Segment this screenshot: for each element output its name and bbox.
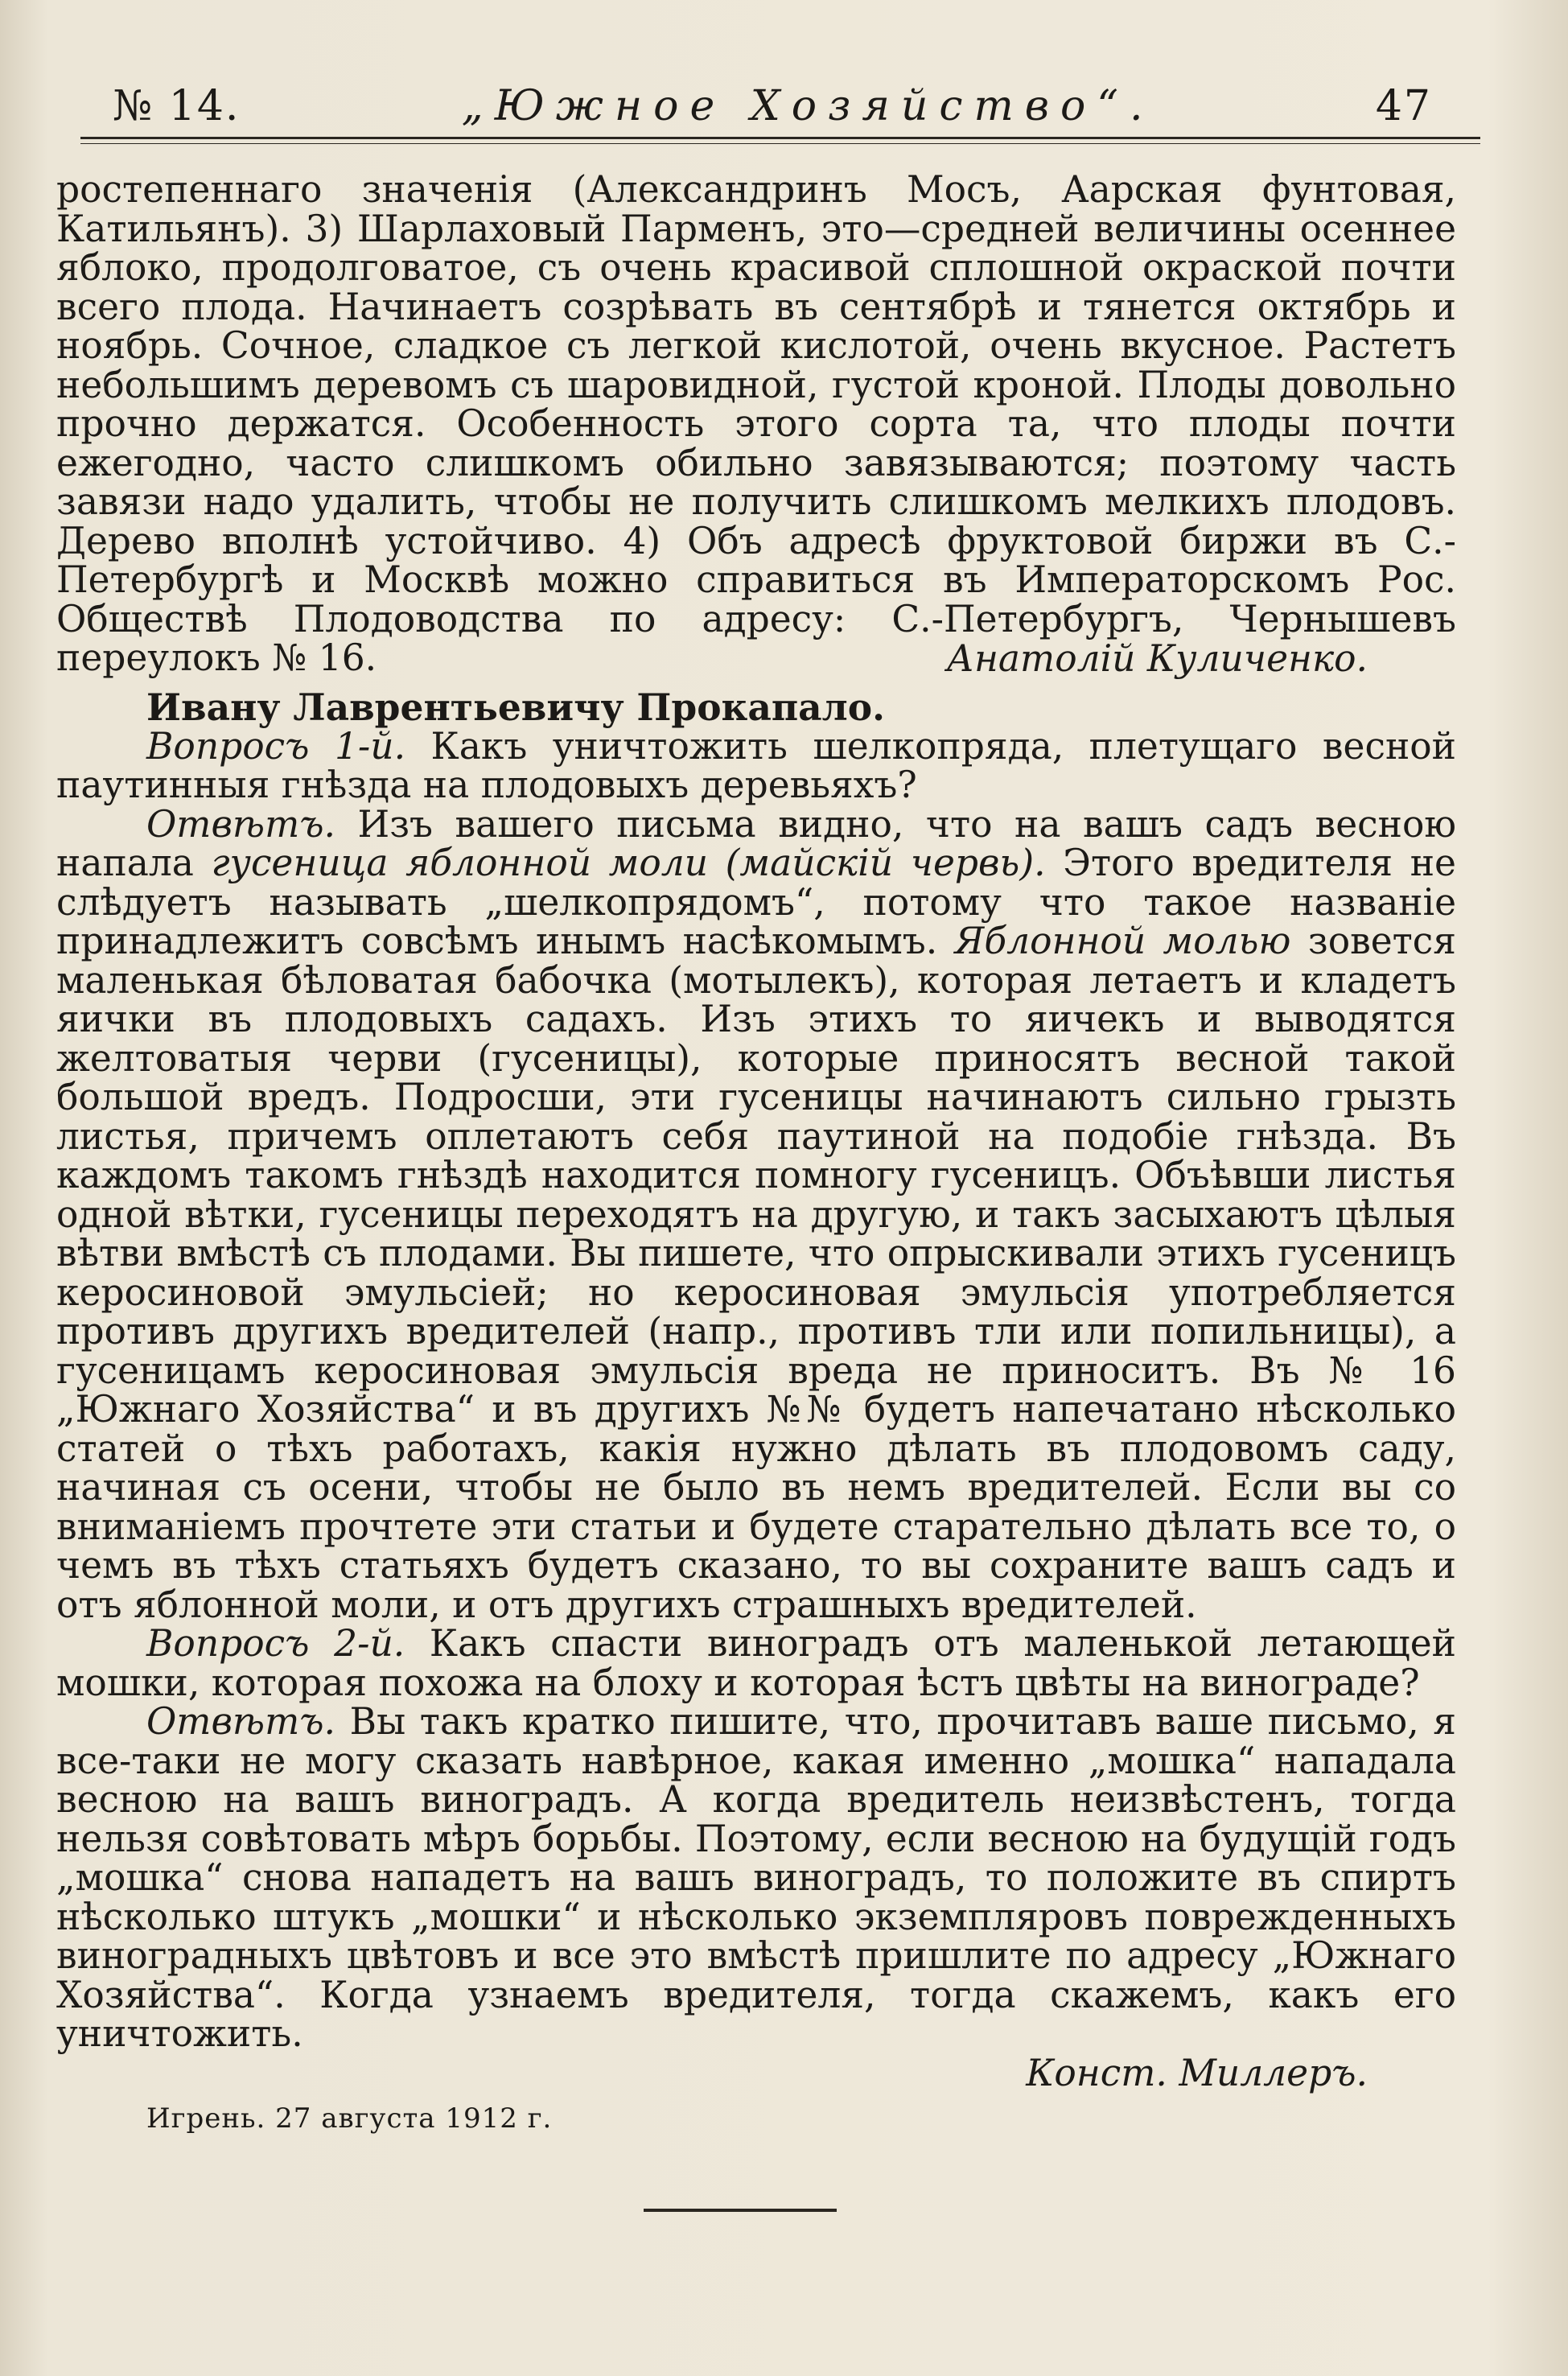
header-rule-thick: [80, 137, 1480, 139]
answer-1-text-b: Этого вредителя не слѣдуетъ называть „шелкопрядомъ“, потому что такое названіе принадлежитъ совсѣмъ инымъ насѣкомымъ.: [56, 842, 1456, 962]
signature-kulichenko: Анатолій Куличенко.: [946, 636, 1368, 680]
end-rule: [644, 2209, 837, 2212]
header-rule-thin: [80, 143, 1480, 144]
page-number: 47: [1375, 82, 1432, 130]
answer-1-text-a: Изъ вашего письма видно, что на вашъ садъ весною напала: [56, 802, 1456, 884]
answer-2-label: Отвѣтъ.: [146, 1700, 336, 1743]
answer-2-text: Вы такъ кратко пишите, что, прочитавъ ваше письмо, я все-таки не могу сказать навѣрное, какая именно „мошка“ нападала весною на вашъ виноградъ. А когда вредитель неизвѣстенъ, тогда нельзя совѣтовать мѣръ борьбы. Поэтому, если весною на будущій годъ „мошка“ снова нападетъ на вашъ виноградъ, то положите въ спиртъ нѣсколько штукъ „мошки“ и нѣсколько экземпляровъ поврежденныхъ виноградныхъ цвѣтовъ и все это вмѣстѣ пришлите по адресу „Южнаго Хозяйства“. Когда узнаемъ вредителя, тогда скажемъ, какъ его уничтожить.: [56, 1700, 1456, 2055]
question-2: [56, 1624, 1456, 1703]
answer-2: [56, 1700, 1456, 2055]
addressee-heading: Ивану Лаврентьевичу Прокапало.: [146, 686, 885, 729]
running-header: [113, 74, 1432, 130]
answer-1-italic-b: Яблонной молью: [954, 920, 1291, 962]
question-1: [56, 724, 1456, 806]
question-1-text: Какъ уничтожить шелкопряда, плетущаго весной паутинныя гнѣзда на плодовыхъ деревьяхъ?: [56, 724, 1456, 806]
question-2-label: Вопросъ 2-й.: [146, 1622, 405, 1665]
answer-1-label: Отвѣтъ.: [146, 802, 336, 846]
question-1-label: Вопросъ 1-й.: [146, 724, 406, 768]
place-date: Игрень. 27 августа 1912 г.: [146, 2102, 553, 2135]
issue-number: № 14.: [113, 82, 241, 130]
question-2-text: Какъ спасти виноградъ отъ маленькой летающей мошки, которая похожа на блоху и которая ѣстъ цвѣты на винограде?: [56, 1622, 1456, 1704]
answer-1-text-c: зовется маленькая бѣловатая бабочка (мотылекъ), которая летаетъ и кладетъ яички въ плодовыхъ садахъ. Изъ этихъ то яичекъ и выводятся желтоватыя черви (гусеницы), которые приносятъ весной такой большой вредъ. Подросши, эти гусеницы начинаютъ сильно грызть листья, причемъ оплетаютъ себя паутиной на подобіе гнѣзда. Въ каждомъ такомъ гнѣздѣ находится помногу гусеницъ. Объѣвши листья одной вѣтки, гусеницы переходятъ на другую, и такъ засыхаютъ цѣлыя вѣтви вмѣстѣ съ плодами. Вы пишете, что опрыскивали этихъ гусеницъ керосиновой эмульсіей; но керосиновая эмульсія употребляется противъ другихъ вредителей (напр., противъ тли или попильницы), а гусеницамъ керосиновая эмульсія вреда не приноситъ. Въ № 16 „Южнаго Хозяйства“ и въ другихъ №№ будетъ напечатано нѣсколько статей о тѣхъ работахъ, какія нужно дѣлать въ плодовомъ саду, начиная съ осени, чтобы не было въ немъ вредителей. Если вы со вниманіемъ прочтете эти статьи и будете старательно дѣлать все то, о чемъ въ тѣхъ статьяхъ будетъ сказано, то вы сохраните вашъ садъ и отъ яблонной моли, и отъ другихъ страшныхъ вредителей.: [56, 920, 1456, 1626]
answer-1-italic-a: гусеница яблонной моли (майскій червь).: [211, 842, 1046, 884]
signature-miller: Конст. Миллеръ.: [1026, 2051, 1368, 2094]
answer-1: [56, 802, 1456, 1626]
journal-title: „Южное Хозяйство“.: [461, 82, 1154, 130]
article-body: [56, 168, 1456, 2138]
continued-paragraph: ростепеннаго значенія (Александринъ Мосъ, Аарская фунтовая, Катильянъ). 3) Шарлаховый Парменъ, это—средней величины осеннее яблоко, продолговатое, съ очень красивой сплошной окраской почти всего плода. Начинаетъ созрѣвать въ сентябрѣ и тянется октябрь и ноябрь. Сочное, сладкое съ легкой кислотой, очень вкусное. Растетъ небольшимъ деревомъ съ шаровидной, густой кроной. Плоды довольно прочно держатся. Особенность этого сорта та, что плоды почти ежегодно, часто слишкомъ обильно завязываются; поэтому часть завязи надо удалить, чтобы не получить слишкомъ мелкихъ плодовъ. Дерево вполнѣ устойчиво. 4) Объ адресѣ фруктовой биржи въ С.-Петербургѣ и Москвѣ можно справиться въ Императорскомъ Рос. Обществѣ Плодоводства по адресу: С.-Петербургъ, Чернышевъ переулокъ № 16.: [56, 168, 1456, 679]
